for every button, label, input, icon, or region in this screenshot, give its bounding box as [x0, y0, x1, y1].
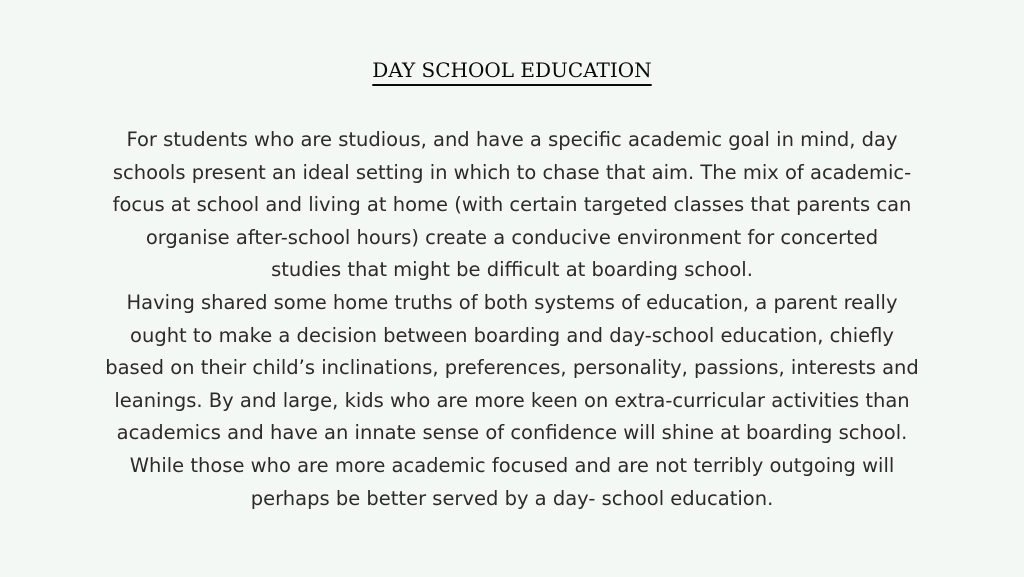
body-line: ought to make a decision between boarding and day-school education, chiefly [130, 323, 894, 347]
slide-title: DAY SCHOOL EDUCATION [372, 58, 652, 82]
body-line: perhaps be better served by a day- school education. [250, 486, 774, 510]
body-line: For students who are studious, and have a specific academic goal in mind, day [126, 128, 898, 151]
body-line: organise after-school hours) create a conducive environment for concerted [145, 225, 879, 249]
body-line: focus at school and living at home (with certain targeted classes that parents can [112, 193, 912, 217]
body-line: academics and have an innate sense of confidence will shine at boarding school. [116, 421, 908, 445]
body-line: studies that might be difficult at boarding school. [271, 258, 753, 282]
body-line: based on their child’s inclinations, preferences, personality, passions, interests and [105, 356, 919, 380]
body-line: While those who are more academic focused and are not terribly outgoing will [129, 453, 895, 477]
body-line: leanings. By and large, kids who are more keen on extra-curricular activities than [114, 388, 910, 412]
body-line: schools present an ideal setting in which to chase that aim. The mix of academic- [112, 160, 912, 184]
body-text [70, 124, 954, 515]
body-line: Having shared some home truths of both systems of education, a parent really [126, 290, 898, 314]
